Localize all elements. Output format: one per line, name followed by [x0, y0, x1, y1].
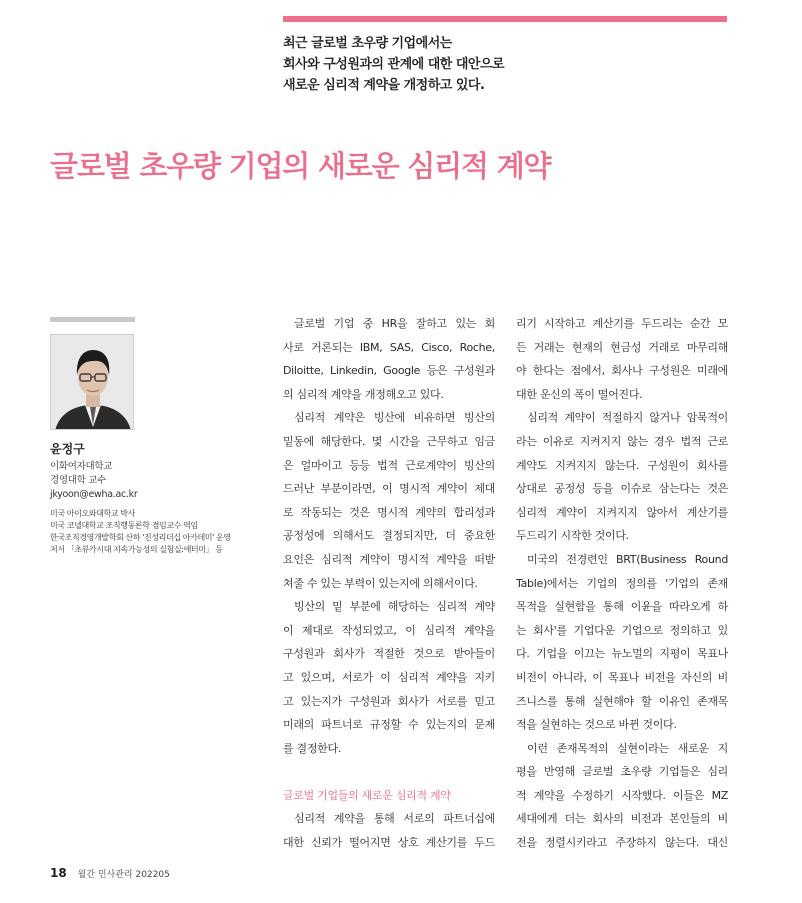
body-line: 는 회사'를 기업다운 기업으로 정의하고 있 — [516, 623, 728, 637]
body-line: 심리적 계약은 빙산에 비유하면 빙산의 — [294, 411, 495, 425]
body-line: 밑동에 해당한다. 몇 시간을 근무하고 임금 — [283, 434, 495, 448]
top-accent-bar — [283, 16, 727, 22]
intro-line: 회사와 구성원과의 관계에 대한 대안으로 — [283, 57, 505, 72]
section-subheading: 글로벌 기업들의 새로운 심리적 계약 — [283, 788, 451, 802]
intro-line: 최근 글로벌 초우량 기업에서는 — [283, 36, 452, 51]
body-line: 글로벌 기업 중 HR을 잘하고 있는 회 — [294, 317, 495, 330]
author-affiliation — [50, 460, 137, 502]
body-line: 리기 시작하고 계산기를 두드리는 순간 모 — [516, 317, 728, 330]
body-line: 든 거래는 현재의 현금성 거래로 마무리해 — [516, 340, 728, 354]
body-column-1 — [283, 312, 495, 855]
body-line: 빙산의 밑 부분에 해당하는 심리적 계약 — [294, 600, 495, 614]
page-number: 18 — [50, 866, 67, 880]
body-line: 사로 거론되는 IBM, SAS, Cisco, Roche, — [283, 340, 495, 354]
author-career-line: 미국 아이오와대학교 박사 — [50, 509, 135, 518]
author-career — [50, 508, 231, 556]
author-career-line: 저서 「초뷰카시대 지속가능성의 실험실:애터미」 등 — [50, 545, 223, 554]
body-line: 드러난 부분이라면, 이 명시적 계약이 제대 — [283, 482, 495, 496]
intro-lead — [283, 33, 727, 96]
body-line: 고 있으며, 서로가 이 심리적 계약을 지키 — [283, 670, 495, 684]
body-line: 대한 신뢰가 떨어지면 상호 계산기를 두드 — [283, 836, 495, 850]
body-line: Table)에서는 기업의 정의를 '기업의 존재 — [516, 576, 728, 590]
author-name: 윤정구 — [50, 442, 85, 456]
page-footer — [50, 866, 170, 880]
body-line: 라는 이유로 지켜지지 않는 경우 법적 근로 — [516, 434, 728, 448]
article-title: 글로벌 초우량 기업의 새로운 심리적 계약 — [50, 149, 551, 183]
body-line: 이런 존재목적의 실현이라는 새로운 지 — [527, 741, 728, 755]
body-line: 고 있는지가 구성원과 회사가 서로를 믿고 — [283, 694, 495, 708]
intro-line: 새로운 심리적 계약을 개정하고 있다. — [283, 78, 485, 93]
body-line: 로 작동되는 것은 명시적 계약의 합리성과 — [283, 505, 495, 519]
body-line: 를 결정한다. — [283, 741, 342, 755]
body-line: 비전이 아니라, 이 목표나 비전을 자신의 비 — [516, 670, 728, 684]
body-line: 구성원과 회사가 적절한 것으로 받아들이 — [283, 647, 495, 661]
author-career-line: 미국 코넬대학교 조직행동론학 겸임교수 역임 — [50, 521, 198, 530]
body-line: 평을 반영해 글로벌 초우량 기업들은 심리 — [516, 765, 728, 779]
body-line: 은 얼마이고 등등 법적 근로계약이 빙산의 — [283, 458, 495, 472]
body-line: 미국의 전경련인 BRT(Business Round — [527, 552, 728, 566]
body-line: 쳐줄 수 있는 부력이 있는지에 의해서이다. — [283, 576, 478, 590]
author-career-line: 한국조직경영개발학회 산하 '진성리더십 아카데미' 운영 — [50, 533, 231, 542]
author-email: jkyoon@ewha.ac.kr — [50, 489, 138, 500]
body-line: 대한 운신의 폭이 떨어진다. — [516, 387, 643, 401]
body-line: 심리적 계약이 적절하지 않거나 암묵적이 — [527, 411, 728, 425]
body-line: 두드리기 시작한 것이다. — [516, 529, 629, 543]
body-line: 이 제대로 작성되었고, 이 심리적 계약을 — [283, 623, 495, 637]
body-line: 다. 기업을 이끄는 뉴노멀의 지평이 목표나 — [516, 647, 728, 661]
body-line: 목적을 실현함을 통해 이윤을 따라오게 하 — [516, 600, 728, 614]
body-line: 심리적 계약이 지켜지지 않아서 계산기를 — [516, 505, 728, 519]
body-line: 계약도 지켜지지 않는다. 구성원이 회사를 — [516, 458, 728, 472]
body-line: 공정성에 의해서도 결정되지만, 더 중요한 — [283, 529, 495, 543]
paragraph-spacer — [283, 760, 495, 784]
body-line: 세대에게 더는 회사의 비전과 본인들의 비 — [516, 812, 728, 826]
body-line: 심리적 계약을 통해 서로의 파트너십에 — [294, 812, 495, 826]
author-photo — [50, 334, 134, 430]
body-line: 즈니스를 통해 실현해야 할 이유인 존재목 — [516, 694, 728, 708]
body-line: 야 한다는 점에서, 회사나 구성원은 미래에 — [516, 364, 728, 378]
author-affiliation-line: 이화여자대학교 — [50, 461, 113, 472]
author-divider — [50, 317, 135, 322]
body-line: 적을 실현하는 것으로 바뀐 것이다. — [516, 718, 677, 732]
body-line: Diloitte, Linkedin, Google 등은 구성원과 — [283, 364, 495, 378]
body-line: 적 계약을 수정하기 시작했다. 이들은 MZ — [516, 788, 728, 802]
author-affiliation-line: 경영대학 교수 — [50, 475, 106, 486]
body-line: 상대로 공정성 등을 이슈로 삼는다는 것은 — [516, 482, 728, 496]
body-line: 미래의 파트너로 규정할 수 있는지의 문제 — [283, 718, 495, 732]
body-line: 의 심리적 계약을 개정해오고 있다. — [283, 387, 444, 401]
body-line: 전을 정렬시키라고 주장하지 않는다. 대신 — [516, 836, 728, 850]
body-line: 요인은 심리적 계약이 명시적 계약을 떠받 — [283, 552, 495, 566]
publication-name: 월간 인사관리 202205 — [77, 870, 170, 880]
body-column-2 — [516, 312, 728, 855]
